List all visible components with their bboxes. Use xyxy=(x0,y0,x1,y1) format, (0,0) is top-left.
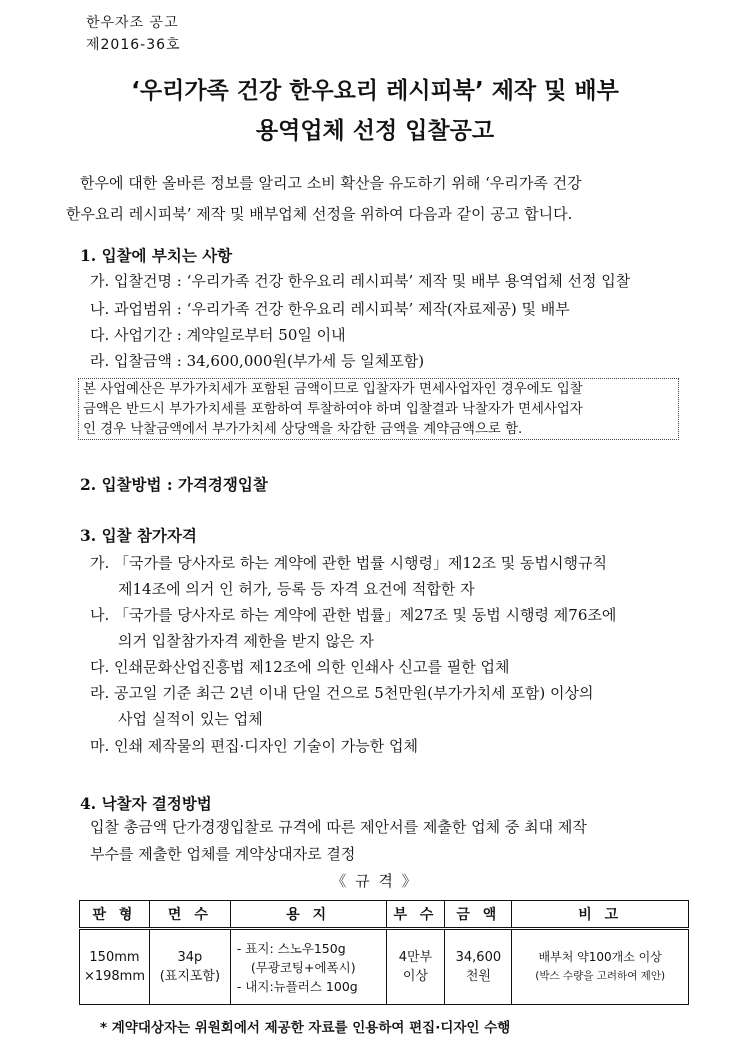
notice-line-1: 본 사업예산은 부가가치세가 포함된 금액이므로 입찰자가 면세사업자인 경우에도 입찰 xyxy=(83,382,583,397)
spec-size-line-2: ×198mm xyxy=(83,969,145,984)
spec-header-paper: 용 지 xyxy=(230,901,386,929)
document-header xyxy=(86,12,181,56)
spec-header-note: 비 고 xyxy=(512,901,689,929)
section-1-item-a: 가. 입찰건명 : ‘우리가족 건강 한우요리 레시피북’ 제작 및 배부 용역업체 선정 입찰 xyxy=(90,272,631,290)
section-3-item-d: 라. 공고일 기준 최근 2년 이내 단일 건으로 5천만원(부가가치세 포함) 이상의 xyxy=(90,684,594,702)
spec-header-amount: 금 액 xyxy=(445,901,512,929)
spec-caption: 《 규 격 》 xyxy=(331,872,419,890)
spec-size-line-1: 150mm xyxy=(89,950,140,965)
section-3-item-a-cont: 제14조에 의거 인 허가, 등록 등 자격 요건에 적합한 자 xyxy=(118,580,475,598)
spec-note-cell xyxy=(512,929,689,1005)
spec-copies-line-1: 4만부 xyxy=(398,950,433,965)
spec-amount-line-2: 천원 xyxy=(465,969,491,984)
notice-number: 제2016-36호 xyxy=(86,37,181,53)
section-3-item-a: 가. 「국가를 당사자로 하는 계약에 관한 법률 시행령」제12조 및 동법시행규칙 xyxy=(90,554,607,572)
section-1-item-c: 다. 사업기간 : 계약일로부터 50일 이내 xyxy=(90,326,346,344)
section-3-item-d-cont: 사업 실적이 있는 업체 xyxy=(118,710,263,728)
section-3-item-c: 다. 인쇄문화산업진흥법 제12조에 의한 인쇄사 신고를 필한 업체 xyxy=(90,658,510,676)
spec-paper-line-3: - 내지:뉴플러스 100g xyxy=(236,978,358,994)
spec-copies-cell xyxy=(386,929,445,1005)
spec-header-copies: 부 수 xyxy=(386,901,445,929)
notice-line-3: 인 경우 낙찰금액에서 부가가치세 상당액을 차감한 금액을 계약금액으로 함. xyxy=(83,422,523,437)
section-2-heading: 2. 입찰방법 : 가격경쟁입찰 xyxy=(80,475,268,494)
spec-amount-line-1: 34,600 xyxy=(455,950,502,965)
spec-header-row xyxy=(80,901,689,929)
spec-note-line-1: 배부처 약100개소 이상 xyxy=(538,950,662,964)
spec-size-cell xyxy=(80,929,150,1005)
section-3-item-b: 나. 「국가를 당사자로 하는 계약에 관한 법률」제27조 및 동법 시행령 제76조에 xyxy=(90,606,617,624)
section-4-heading: 4. 낙찰자 결정방법 xyxy=(80,794,212,813)
title-line-2: 용역업체 선정 입찰공고 xyxy=(255,118,495,144)
intro-line-2: 한우요리 레시피북’ 제작 및 배부업체 선정을 위하여 다음과 같이 공고 합니다. xyxy=(66,205,573,223)
intro-paragraph xyxy=(66,168,686,230)
spec-table xyxy=(79,900,689,1005)
intro-line-1: 한우에 대한 올바른 정보를 알리고 소비 확산을 유도하기 위해 ‘우리가족 건강 xyxy=(80,174,582,192)
section-3-item-b-cont: 의거 입찰참가자격 제한을 받지 않은 자 xyxy=(118,632,374,650)
title-line-1: ‘우리가족 건강 한우요리 레시피북’ 제작 및 배부 xyxy=(131,78,619,104)
spec-pages-cell xyxy=(149,929,230,1005)
spec-pages-line-1: 34p xyxy=(177,950,203,965)
spec-paper-cell xyxy=(230,929,386,1005)
spec-amount-cell xyxy=(445,929,512,1005)
section-1-item-b: 나. 과업범위 : ‘우리가족 건강 한우요리 레시피북’ 제작(자료제공) 및 배부 xyxy=(90,300,570,318)
spec-copies-line-2: 이상 xyxy=(402,969,429,984)
spec-pages-line-2: (표지포함) xyxy=(159,969,221,984)
section-4-line-2: 부수를 제출한 업체를 계약상대자로 결정 xyxy=(90,845,356,863)
spec-paper-line-2: (무광코팅+에폭시) xyxy=(250,959,356,975)
section-4-line-1: 입찰 총금액 단가경쟁입찰로 규격에 따른 제안서를 제출한 업체 중 최대 제작 xyxy=(90,818,587,836)
notice-line-2: 금액은 반드시 부가가치세를 포함하여 투찰하여야 하며 입찰결과 낙찰자가 면세사업자 xyxy=(83,402,583,417)
section-3-heading: 3. 입찰 참가자격 xyxy=(80,526,197,545)
budget-notice-box xyxy=(78,378,679,440)
section-1-item-d: 라. 입찰금액 : 34,600,000원(부가세 등 일체포함) xyxy=(90,352,425,370)
table-row xyxy=(80,929,689,1005)
section-1-heading: 1. 입찰에 부치는 사항 xyxy=(80,246,233,265)
footnote: * 계약대상자는 위원회에서 제공한 자료를 인용하여 편집·디자인 수행 xyxy=(100,1020,511,1036)
spec-paper-line-1: - 표지: 스노우150g xyxy=(236,940,346,956)
issuer-label: 한우자조 공고 xyxy=(86,15,179,31)
spec-note-line-2: (박스 수량을 고려하여 제안) xyxy=(535,970,666,982)
spec-header-pages: 면 수 xyxy=(149,901,230,929)
spec-header-size: 판 형 xyxy=(80,901,150,929)
section-3-item-e: 마. 인쇄 제작물의 편집·디자인 기술이 가능한 업체 xyxy=(90,737,418,755)
